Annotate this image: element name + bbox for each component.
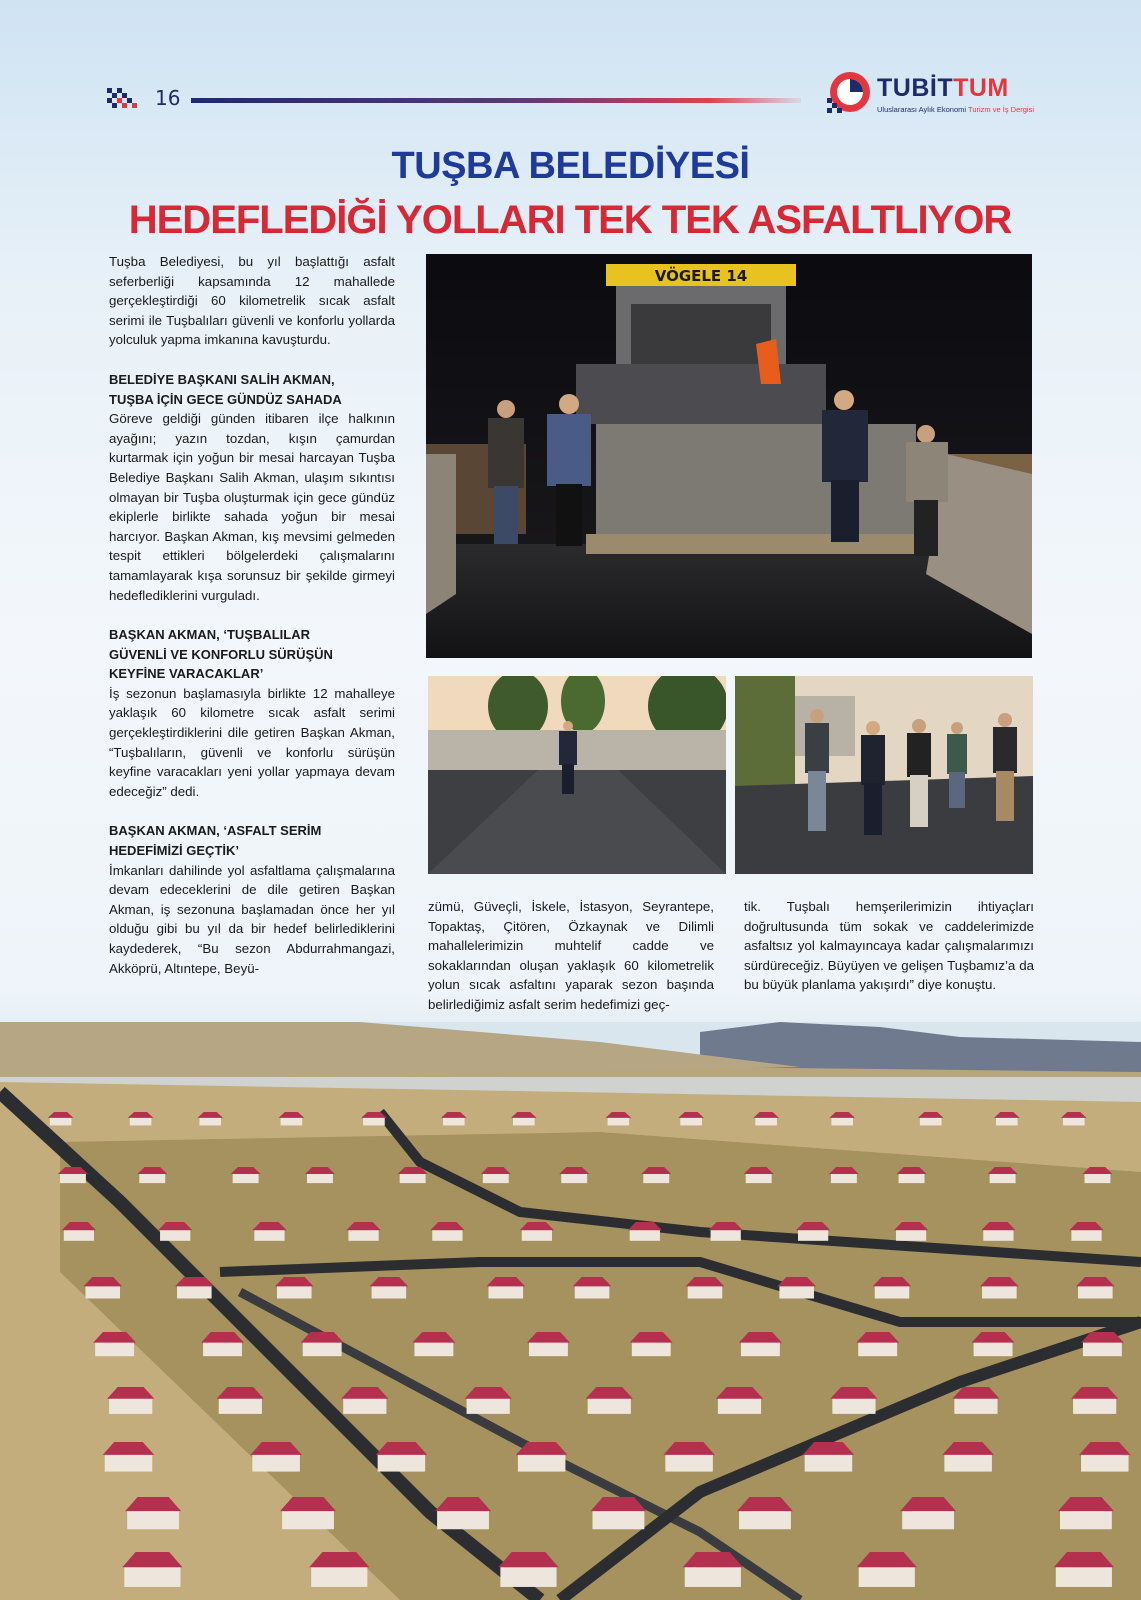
logo-brand-a: TUBİT <box>877 74 954 102</box>
section-body: İmkanları dahilinde yol asfaltlama çalışmalarına devam edeceklerini de dile getiren Başkan Akman, iş sezonuna başlamadan önce her yıl olduğu gibi bu yıl da bir hedef belirlediklerini kaydederek, “Bu sezon Abdurrahmangazi, Akköprü, Altıntepe, Beyü- <box>109 862 395 976</box>
person-figure <box>907 719 931 827</box>
article-column-middle: zümü, Güveçli, İskele, İstasyon, Seyrantepe, Topaktaş, Çitören, Özkaynak ve Dilimli mahallelerimizin muhtelif cadde ve sokaklarından oluşan yaklaşık 60 kilometrelik yolun sıcak asfaltını yaparak sezon başında belirlediğimiz asfalt serim hedefimizi geç- <box>428 899 714 1012</box>
person-figure <box>993 713 1017 821</box>
section-heading: BELEDİYE BAŞKANI SALİH AKMAN, TUŞBA İÇİN GECE GÜNDÜZ SAHADA <box>109 371 342 407</box>
house <box>1081 1332 1124 1356</box>
logo-brand-b: TUM <box>953 74 1009 102</box>
house <box>201 1332 244 1356</box>
house <box>93 1332 136 1356</box>
person-figure <box>805 709 829 831</box>
article-intro: Tuşba Belediyesi, bu yıl başlattığı asfalt seferberliği kapsamında 12 mahallede gerçekleştirdiği 60 kilometrelik sıcak asfalt serimi ile Tuşbalıları güvenli ve konforlu yollarda yolculuk yapma imkanına kavuşturdu. <box>109 254 395 348</box>
photo-aerial-neighborhood <box>0 1022 1141 1600</box>
house <box>412 1332 455 1356</box>
article-column-right: tik. Tuşbalı hemşerilerimizin ihtiyaçları doğrultusunda tüm sokak ve caddelerimizde asfaltsız yol kalmayıncaya kadar çalışmalarımızı sürdüreceğiz. Büyüyen ve gelişen Tuşbamız’a da bu büyük planlama yakışırdı” diye konuştu. <box>744 899 1034 993</box>
house <box>465 1387 512 1414</box>
house <box>630 1332 673 1356</box>
house <box>280 1497 336 1529</box>
house <box>803 1442 855 1472</box>
house <box>250 1442 302 1472</box>
house <box>516 1442 568 1472</box>
house <box>1058 1497 1114 1529</box>
article-title-line1: TUŞBA BELEDİYESİ <box>391 145 750 187</box>
house <box>122 1552 182 1587</box>
header-divider <box>191 98 801 103</box>
house <box>498 1552 558 1587</box>
photo-group-walking <box>735 676 1033 874</box>
house <box>952 1387 999 1414</box>
house <box>107 1387 154 1414</box>
house <box>830 1387 877 1414</box>
logo-emblem-icon <box>823 68 873 118</box>
house <box>716 1387 763 1414</box>
house <box>376 1442 428 1472</box>
house <box>972 1332 1015 1356</box>
house <box>341 1387 388 1414</box>
checkered-flag-icon <box>107 88 147 108</box>
house <box>1079 1442 1131 1472</box>
house <box>739 1332 782 1356</box>
article-column-left <box>109 252 395 978</box>
house <box>527 1332 570 1356</box>
house <box>586 1387 633 1414</box>
page-number: 16 <box>155 86 181 110</box>
house <box>1071 1387 1118 1414</box>
paver-sign: VÖGELE 14 <box>654 267 748 285</box>
house <box>301 1332 344 1356</box>
house <box>663 1442 715 1472</box>
section-body: İş sezonun başlamasıyla birlikte 12 mahalleye yaklaşık 60 kilometre sıcak asfalt serimi gerçekleştirdiklerini dile getiren Başkan Akman, “Tuşbalıların, güvenli ve konforlu sürüşün keyfine varacakları yeni yollar yapmaya devam edeceğiz” dedi. <box>109 685 395 799</box>
house <box>856 1332 899 1356</box>
house <box>737 1497 793 1529</box>
person-figure <box>861 721 885 835</box>
house <box>125 1497 181 1529</box>
house <box>942 1442 994 1472</box>
house <box>683 1552 743 1587</box>
photo-night-paving <box>426 254 1032 658</box>
section-heading: BAŞKAN AKMAN, ‘TUŞBALILAR GÜVENLİ VE KONFORLU SÜRÜŞÜN KEYFİNE VARACAKLAR’ <box>109 627 333 682</box>
house <box>900 1497 956 1529</box>
article-title-line2: HEDEFLEDİĞİ YOLLARI TEK TEK ASFALTLIYOR <box>128 198 1012 242</box>
person-figure <box>947 722 967 808</box>
magazine-logo <box>823 68 1037 122</box>
page-header <box>107 74 1037 114</box>
house <box>1054 1552 1114 1587</box>
house <box>103 1442 155 1472</box>
section-heading: BAŞKAN AKMAN, ‘ASFALT SERİM HEDEFİMİZİ GEÇTİK’ <box>109 823 322 859</box>
house <box>309 1552 369 1587</box>
house <box>857 1552 917 1587</box>
house <box>435 1497 491 1529</box>
house <box>591 1497 647 1529</box>
logo-tagline-b: Turizm ve İş Dergisi <box>968 105 1034 114</box>
logo-tagline-a: Uluslararası Aylık Ekonomi <box>877 105 969 114</box>
photo-mayor-walking <box>428 676 726 874</box>
house <box>217 1387 264 1414</box>
section-body: Göreve geldiği günden itibaren ilçe halkının ayağını; yazın tozdan, kışın çamurdan kurtarmak için yoğun bir mesai harcayan Tuşba Belediye Başkanı Salih Akman, ulaşım sıkıntısı olmayan bir Tuşba oluşturmak için gece gündüz ekiplerle birlikte sahada yoğun bir mesai harcıyor. Başkan Akman, kış mevsimi gelmeden tespit ettikleri bölgelerdeki çalışmalarını tamamlayarak kışa sorunsuz bir şekilde girmeyi hedeflediklerini vurguladı. <box>109 411 395 603</box>
